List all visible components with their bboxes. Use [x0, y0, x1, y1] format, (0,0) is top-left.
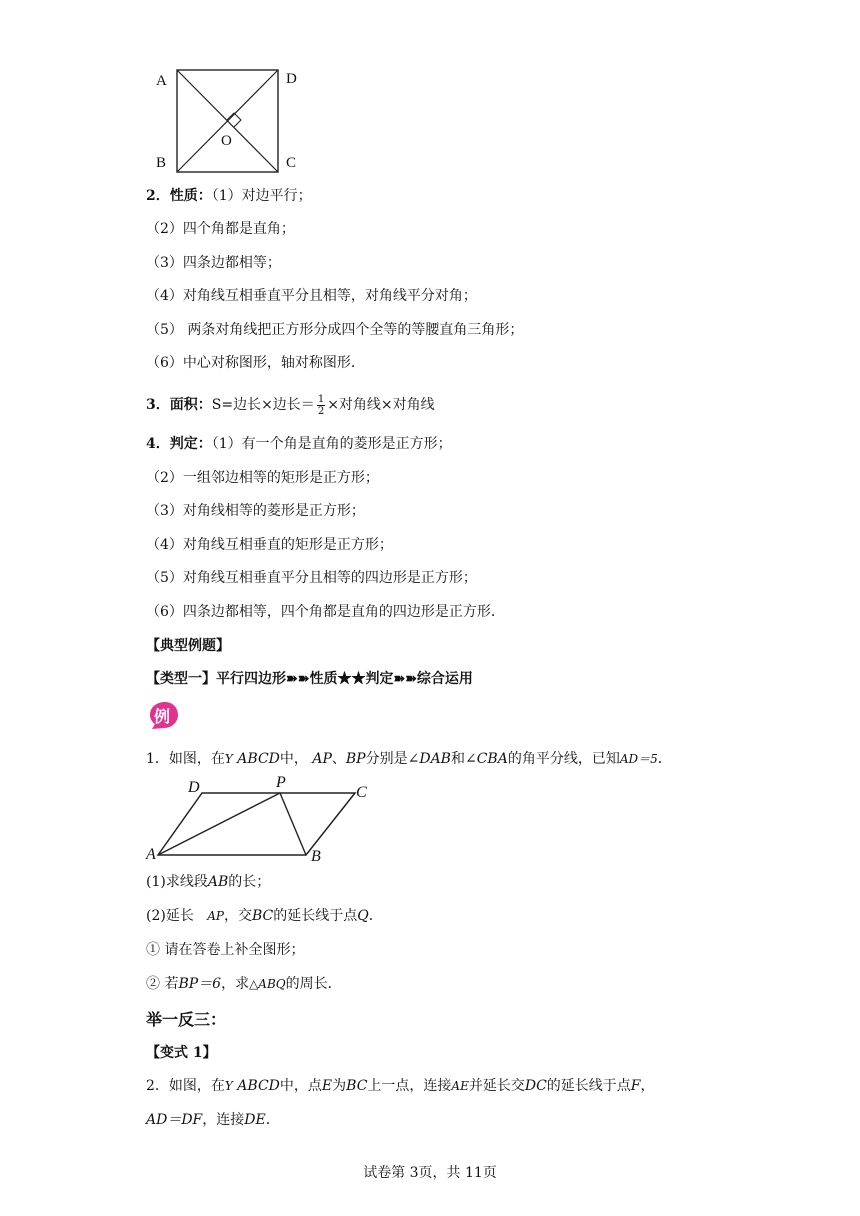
- problem1-q2: (2)延长 AP，交BC的延长线于点Q．: [146, 908, 383, 924]
- property-item: （5） 两条对角线把正方形分成四个全等的等腰直角三角形；: [146, 322, 524, 338]
- problem1-sub1: ① 请在答卷上补全图形；: [146, 942, 305, 958]
- square-label-b: B: [156, 155, 167, 171]
- criteria-item: （5）对角线互相垂直平分且相等的四边形是正方形；: [146, 570, 477, 586]
- property-item: （4）对角线互相垂直平分且相等，对角线平分对角；: [146, 288, 477, 304]
- example-badge: [146, 700, 180, 730]
- segment-ap: [158, 793, 280, 855]
- practice-heading: 举一反三：: [146, 1010, 227, 1029]
- criteria-item: （3）对角线相等的菱形是正方形；: [146, 503, 365, 519]
- problem1-sub2: ② 若BP＝6，求△ABQ的周长．: [146, 976, 342, 992]
- criteria-item: （6）四条边都相等，四个角都是直角的四边形是正方形．: [146, 604, 505, 620]
- criteria-item: （2）一组邻边相等的矩形是正方形；: [146, 470, 379, 486]
- para-label-b: B: [311, 848, 321, 865]
- fraction-half: $\frac{1}{2}$: [317, 393, 325, 417]
- property-item: （3）四条边都相等；: [146, 255, 281, 271]
- para-label-p: P: [276, 774, 286, 791]
- parallelogram-figure: [140, 775, 380, 865]
- para-label-a: A: [146, 846, 156, 863]
- variant1-heading: 【变式 1】: [146, 1045, 217, 1061]
- square-label-c: C: [286, 155, 297, 171]
- type1-heading: 【类型一】平行四边形➽➽性质★★判定➽➽综合运用: [146, 671, 473, 687]
- square-label-a: A: [156, 73, 167, 89]
- parallelogram-outline: [158, 793, 355, 855]
- criteria-item: （4）对角线互相垂直的矩形是正方形；: [146, 537, 393, 553]
- segment-bp: [280, 793, 306, 855]
- square-label-o: O: [221, 133, 232, 149]
- examples-heading: 【典型例题】: [146, 638, 230, 654]
- problem1-q1: (1)求线段AB的长；: [146, 874, 271, 890]
- para-label-c: C: [356, 784, 367, 801]
- square-label-d: D: [286, 71, 297, 87]
- para-label-d: D: [188, 779, 200, 796]
- problem1-statement: 1．如图，在Y ABCD中， AP、BP分别是∠DAB和∠CBA的角平分线，已知AD＝5．: [146, 751, 672, 767]
- problem2-line1: 2．如图，在Y ABCD中，点E为BC上一点，连接AE并延长交DC的延长线于点F，: [146, 1078, 655, 1094]
- page-footer: 试卷第 3页，共 11页: [363, 1165, 497, 1181]
- area-line: 3．面积：S=边长×边长＝ $\frac{1}{2}$ ×对角线×对角线: [146, 393, 435, 417]
- properties-heading: 2．性质：（1）对边平行；: [146, 188, 312, 204]
- property-item: （6）中心对称图形，轴对称图形．: [146, 355, 365, 371]
- example-badge-text: 例: [154, 707, 171, 726]
- property-item: （2）四个角都是直角；: [146, 221, 295, 237]
- problem2-line2: AD＝DF，连接DE．: [146, 1112, 280, 1128]
- criteria-heading: 4．判定：（1）有一个角是直角的菱形是正方形；: [146, 436, 452, 452]
